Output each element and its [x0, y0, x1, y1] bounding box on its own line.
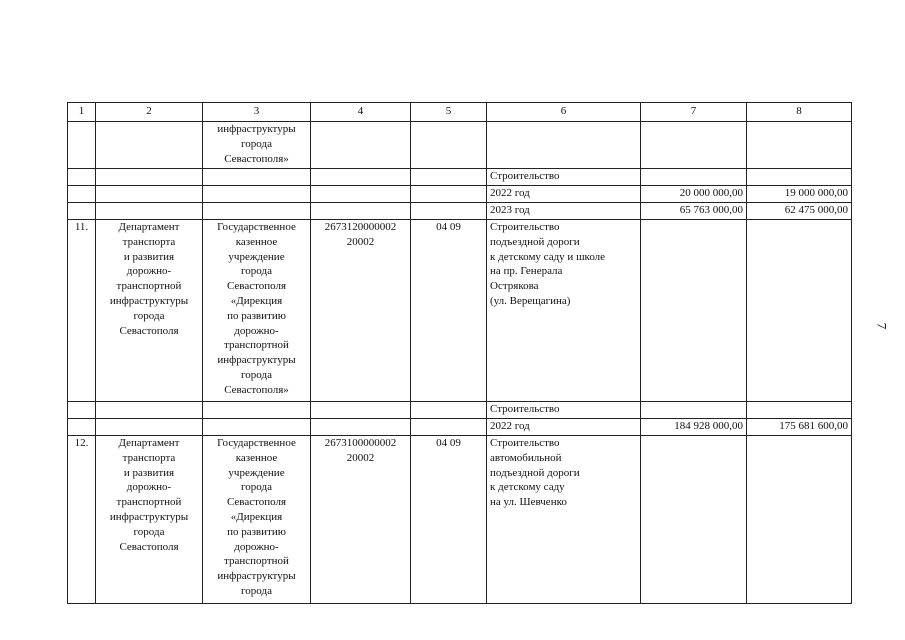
- cell-empty: [68, 122, 96, 169]
- page-number: 7: [874, 322, 890, 330]
- cell-empty: [641, 122, 747, 169]
- table-row: [68, 203, 852, 220]
- cell-empty: [747, 436, 852, 604]
- amount-col-7: 65 763 000,00: [641, 203, 747, 220]
- section-cell: 04 09: [411, 220, 487, 402]
- cell-empty: [487, 122, 641, 169]
- object-cell: Строительство подъездной дороги к детскому саду и школе на пр. Генерала Острякова (ул. Верещагина): [487, 220, 641, 402]
- table-row: [68, 186, 852, 203]
- table-row: [68, 169, 852, 186]
- cell-empty: [747, 220, 852, 402]
- cell-empty: [311, 122, 411, 169]
- amount-col-7: 20 000 000,00: [641, 186, 747, 203]
- cell-empty: [411, 122, 487, 169]
- code-cell: 2673120000002 20002: [311, 220, 411, 402]
- table-row-12: [68, 436, 852, 604]
- construction-label: Строительство: [487, 402, 641, 419]
- department-cell: Департамент транспорта и развития дорожно- транспортной инфраструктуры города Севастополя: [96, 220, 203, 402]
- department-cell: Департамент транспорта и развития дорожно- транспортной инфраструктуры города Севастополя: [96, 436, 203, 604]
- table-row-11: [68, 220, 852, 402]
- year-label: 2022 год: [487, 186, 641, 203]
- table-row: [68, 402, 852, 419]
- amount-col-8: 62 475 000,00: [747, 203, 852, 220]
- year-label: 2022 год: [487, 419, 641, 436]
- header-col-2: 2: [96, 103, 203, 122]
- row-number: 11.: [68, 220, 96, 402]
- institution-cell: Государственное казенное учреждение города Севастополя «Дирекция по развитию дорожно- транспортной инфраструктуры города: [203, 436, 311, 604]
- amount-col-8: 19 000 000,00: [747, 186, 852, 203]
- section-cell: 04 09: [411, 436, 487, 604]
- year-label: 2023 год: [487, 203, 641, 220]
- header-col-6: 6: [487, 103, 641, 122]
- row-number: 12.: [68, 436, 96, 604]
- construction-label: Строительство: [487, 169, 641, 186]
- table-row: [68, 122, 852, 169]
- amount-col-8: 175 681 600,00: [747, 419, 852, 436]
- cell-empty: [641, 220, 747, 402]
- cell-empty: [747, 122, 852, 169]
- header-col-3: 3: [203, 103, 311, 122]
- header-col-7: 7: [641, 103, 747, 122]
- budget-table: [67, 102, 852, 604]
- object-cell: Строительство автомобильной подъездной дороги к детскому саду на ул. Шевченко: [487, 436, 641, 604]
- header-col-1: 1: [68, 103, 96, 122]
- header-col-5: 5: [411, 103, 487, 122]
- cell-empty: [96, 122, 203, 169]
- cell-empty: [641, 436, 747, 604]
- table-row: [68, 419, 852, 436]
- institution-continued: инфраструктуры города Севастополя»: [203, 122, 311, 169]
- column-number-header-row: [68, 103, 852, 122]
- code-cell: 2673100000002 20002: [311, 436, 411, 604]
- header-col-4: 4: [311, 103, 411, 122]
- header-col-8: 8: [747, 103, 852, 122]
- amount-col-7: 184 928 000,00: [641, 419, 747, 436]
- institution-cell: Государственное казенное учреждение города Севастополя «Дирекция по развитию дорожно- транспортной инфраструктуры города Севастополя»: [203, 220, 311, 402]
